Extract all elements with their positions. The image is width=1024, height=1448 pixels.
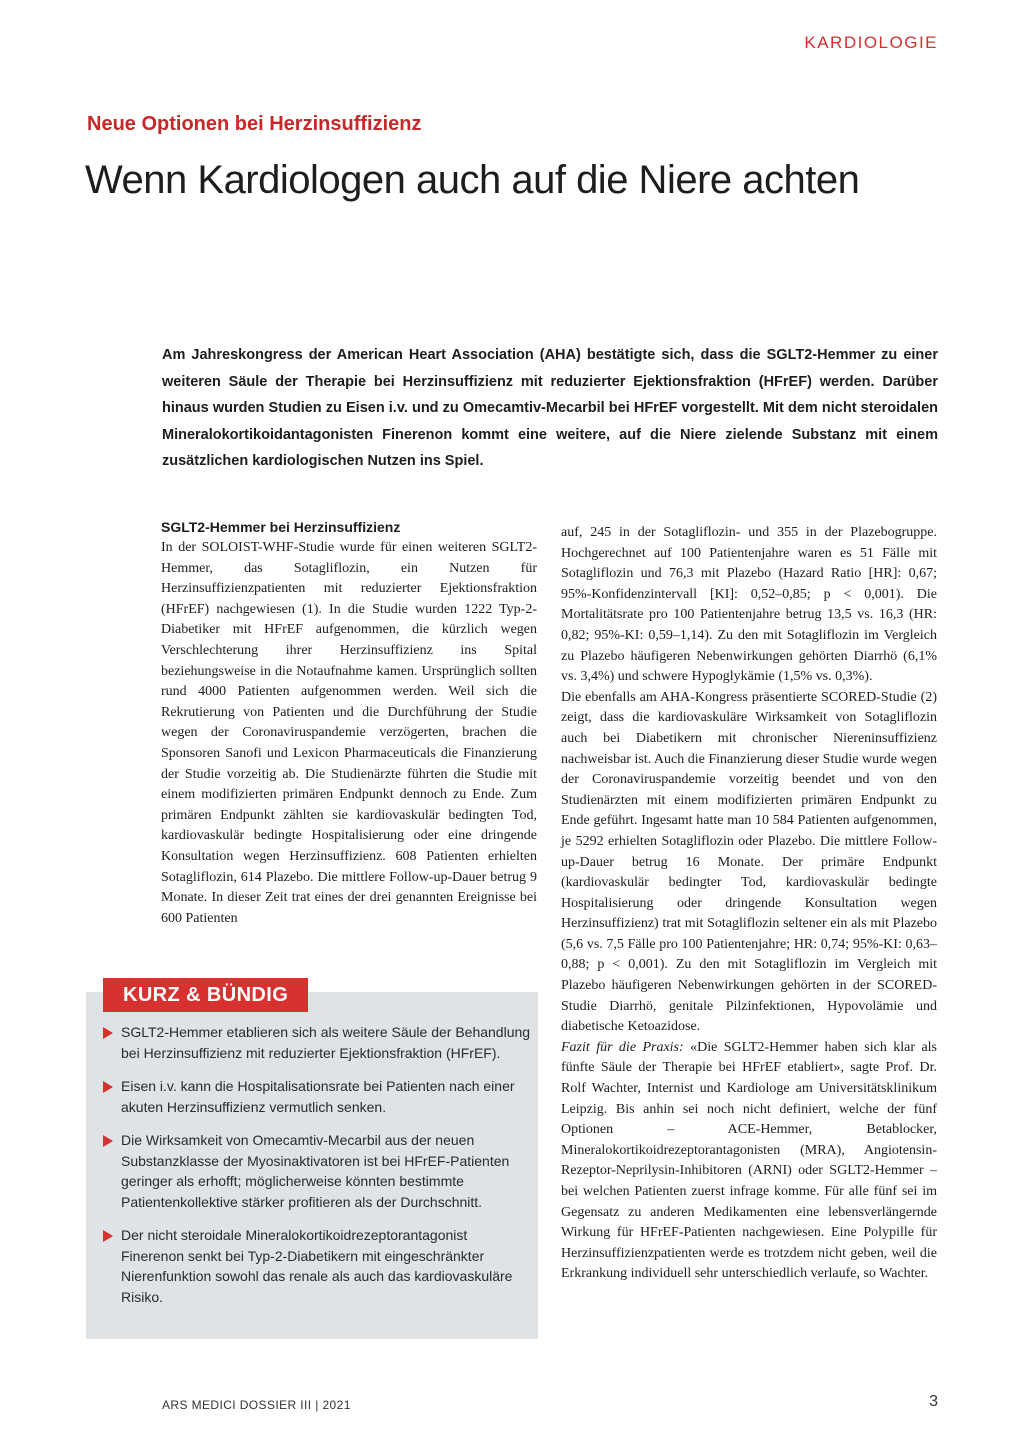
summary-item-text: SGLT2-Hemmer etablieren sich als weitere Säule der Behandlung bei Herzinsuffizienz mit reduzierter Ejektionsfraktion (HFrEF).: [121, 1024, 531, 1061]
summary-list-item: [103, 1225, 531, 1307]
summary-box-title: KURZ & BÜNDIG: [103, 978, 308, 1012]
page-number: 3: [929, 1393, 938, 1410]
body-paragraph: In der SOLOIST-WHF-Studie wurde für einen weiteren SGLT2-Hemmer, das Sotagliflozin, ein Nutzen für Herzinsuffizienzpatienten mit reduzierter Ejektionsfraktion (HFrEF) nachgewiesen (1). In die Studie wurden 1222 Typ-2-Diabetiker mit HFrEF aufgenommen, die kürzlich wegen Verschlechterung ihrer Herzinsuffizienz ins Spital beziehungsweise in die Notaufnahme kamen. Ursprünglich sollten rund 4000 Patienten aufgenommen werden. Weil sich die Rekrutierung von Patienten und die Durchführung der Studie wegen der Coronaviruspandemie verzögerten, brachen die Sponsoren Sanofi und Lexicon Pharmaceuticals die Finanzierung der Studie vorzeitig ab. Die Studienärzte führten die Studie mit einem modifizierten primären Endpunkt dennoch zu Ende. Zum primären Endpunkt zählten sie kardiovaskulär bedingten Tod, kardiovaskulär bedingte Hospitalisierung oder eine dringende Konsultation wegen Herzinsuffizienz. 608 Patienten erhielten Sotagliflozin, 614 Plazebo. Die mittlere Follow-up-Dauer betrug 9 Monate. In dieser Zeit trat eines der drei genannten Ereignisse bei 600 Patienten: [161, 540, 537, 926]
summary-list: [103, 1022, 531, 1320]
fazit-label: Fazit für die Praxis:: [561, 1039, 684, 1055]
triangle-bullet-icon: [103, 1027, 113, 1039]
column-right: [561, 523, 937, 1285]
article-headline: Wenn Kardiologen auch auf die Niere achten: [85, 158, 860, 202]
summary-list-item: [103, 1130, 531, 1212]
fazit-text: «Die SGLT2-Hemmer haben sich klar als fünfte Säule der Therapie bei HFrEF etabliert», sagte Prof. Dr. Rolf Wachter, Internist und Kardiologe am Universitätsklinikum Leipzig. Bis anhin sei noch nicht definiert, welche der fünf Optionen – ACE-Hemmer, Betablocker, Mineralokortikoidrezeptorantagonisten (MRA), Angiotensin-Rezeptor-Neprilysin-Inhibitoren (ARNI) oder SGLT2-Hemmer – bei welchen Patienten zuerst infrage komme. Für alle fünf sei im Gegensatz zu anderen Medikamenten eine lebensverlängernde Wirkung für HFrEF-Patienten nachgewiesen. Eine Polypille für Herzinsuffizienzpatienten werde es trotzdem nicht geben, weil die Erkrankung individuell sehr unterschiedlich verlaufe, so Wachter.: [561, 1039, 937, 1282]
triangle-bullet-icon: [103, 1135, 113, 1147]
summary-item-text: Die Wirksamkeit von Omecamtiv-Mecarbil aus der neuen Substanzklasse der Myosinaktivatoren ist bei HFrEF-Patienten geringer als erhofft; möglicherweise könnten bestimmte Patientenkollektive stärker profitieren als der Durchschnitt.: [121, 1132, 510, 1210]
column-left: [161, 519, 537, 929]
body-paragraph-fazit: [561, 1038, 937, 1285]
summary-item-text: Der nicht steroidale Mineralokortikoidrezeptorantagonist Finerenon senkt bei Typ-2-Diabetikern mit eingeschränkter Nierenfunktion sowohl das renale als auch das kardiovaskuläre Risiko.: [121, 1227, 513, 1305]
triangle-bullet-icon: [103, 1081, 113, 1093]
footer-journal: ARS MEDICI DOSSIER III | 2021: [162, 1398, 351, 1412]
body-paragraph: auf, 245 in der Sotagliflozin- und 355 in der Plazebogruppe. Hochgerechnet auf 100 Patientenjahre waren es 51 Fälle mit Sotagliflozin und 76,3 mit Plazebo (Hazard Ratio [HR]: 0,67; 95%-Konfidenzintervall [KI]: 0,52–0,85; p < 0,001). Die Mortalitätsrate pro 100 Patientenjahre betrug 13,5 vs. 16,3 (HR: 0,82; 95%-KI: 0,59–1,14). Zu den mit Sotagliflozin im Vergleich zu Plazebo häufigeren Nebenwirkungen gehörten Diarrhö (6,1% vs. 3,4%) und schwere Hypoglykämie (1,5% vs. 0,3%).: [561, 525, 937, 685]
section-label: KARDIOLOGIE: [804, 33, 938, 52]
summary-list-item: [103, 1076, 531, 1117]
body-paragraph: Die ebenfalls am AHA-Kongress präsentierte SCORED-Studie (2) zeigt, dass die kardiovaskuläre Wirksamkeit von Sotagliflozin auch bei Diabetikern mit chronischer Niereninsuffizienz nachweisbar ist. Auch die Finanzierung dieser Studie wurde wegen der Coronaviruspandemie vorzeitig beendet und von den Studienärzten mit einem modifizierten primären Endpunkt zu Ende geführt. Ingesamt hatte man 10 584 Patienten aufgenommen, je 5292 erhielten Sotagliflozin oder Plazebo. Die mittlere Follow-up-Dauer betrug 16 Monate. Der primäre Endpunkt (kardiovaskulär bedingter Tod, kardiovaskulär bedingte Hospitalisierung oder dringende Konsultation wegen Herzinsuffizienz) trat mit Sotagliflozin seltener ein als mit Plazebo (5,6 vs. 7,5 Fälle pro 100 Patientenjahre; HR: 0,74; 95%-KI: 0,63–0,88; p < 0,001). Zu den mit Sotagliflozin im Vergleich mit Plazebo häufigeren Nebenwirkungen gehörten in der SCORED-Studie Diarrhö, genitale Pilzinfektionen, Hypovolämie und diabetische Ketoazidose.: [561, 689, 937, 1035]
subheading-sglt2: SGLT2-Hemmer bei Herzinsuffizienz: [161, 519, 401, 535]
triangle-bullet-icon: [103, 1230, 113, 1242]
article-lead: Am Jahreskongress der American Heart Association (AHA) bestätigte sich, dass die SGLT2-Hemmer zu einer weiteren Säule der Therapie bei Herzinsuffizienz mit reduzierter Ejektionsfraktion (HFrEF) werden. Darüber hinaus wurden Studien zu Eisen i.v. und zu Omecamtiv-Mecarbil bei HFrEF vorgestellt. Mit dem nicht steroidalen Mineralokortikoidantagonisten Finerenon kommt eine weitere, auf die Niere zielende Substanz mit einem zusätzlichen kardiologischen Nutzen ins Spiel.: [162, 347, 938, 469]
summary-list-item: [103, 1022, 531, 1063]
article-kicker: Neue Optionen bei Herzinsuffizienz: [87, 113, 422, 135]
summary-item-text: Eisen i.v. kann die Hospitalisationsrate bei Patienten nach einer akuten Herzinsuffizienz vermutlich senken.: [121, 1078, 515, 1115]
